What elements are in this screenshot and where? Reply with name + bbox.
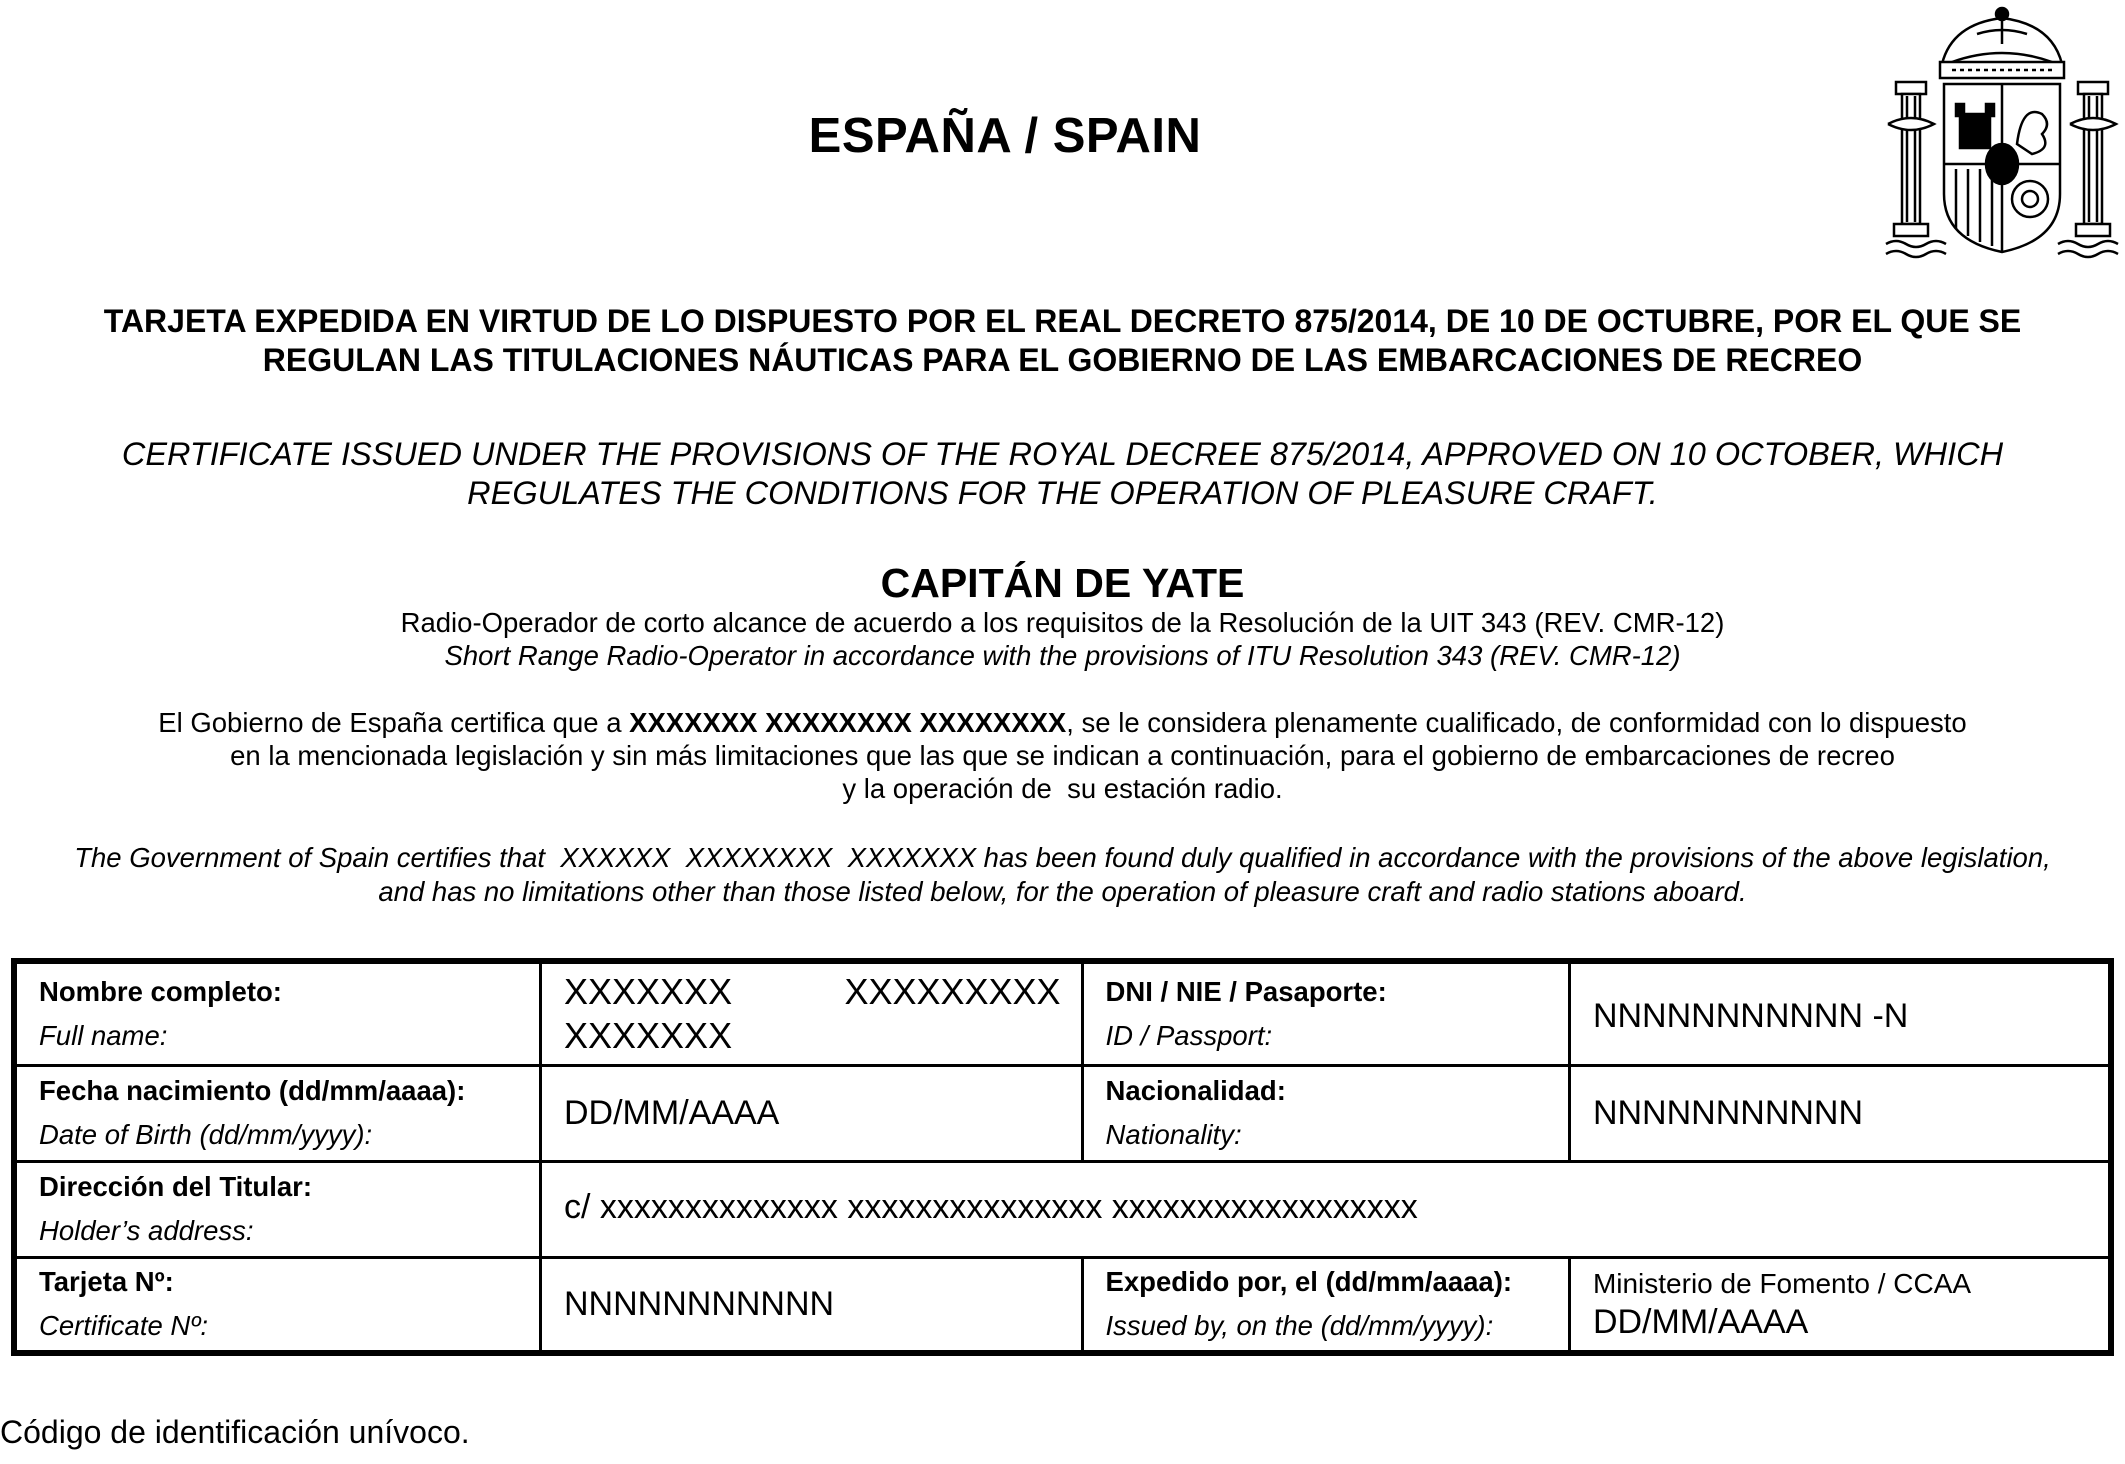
issuer-name: Ministerio de Fomento / CCAA (1592, 1268, 1972, 1300)
government-statement-english (0, 841, 2125, 909)
gov-es-line-2: en la mencionada legislación y sin más limitaciones que las que se indican a continuación, para el gobierno de embarcaciones de recreo (230, 740, 1895, 771)
decree-statement-english (40, 435, 2085, 513)
footnote: Código de identificación unívoco. (0, 1414, 470, 1450)
decree-es-line-2: REGULAN LAS TITULACIONES NÁUTICAS PARA EL GOBIERNO DE LAS EMBARCACIONES DE RECREO (262, 342, 1863, 378)
birth-date-label (14, 1065, 541, 1161)
issued-label-en: Issued by, on the (dd/mm/yyyy): (1105, 1310, 1494, 1342)
gov-en-line1-suffix: has been found duly qualified in accordance with the provisions of the above legislation, (976, 842, 2051, 873)
radio-operator-english: Short Range Radio-Operator in accordance with the provisions of ITU Resolution 343 (REV. CMR-12) (444, 640, 1681, 671)
nationality-label-es: Nacionalidad: (1105, 1075, 1286, 1106)
gov-es-prefix: El Gobierno de España certifica que a (158, 707, 630, 738)
address-label-es: Dirección del Titular: (39, 1171, 313, 1202)
full-name-value (541, 961, 1083, 1065)
table-row (14, 1257, 2111, 1353)
address-label (14, 1161, 541, 1257)
gov-es-line-1 (20, 706, 2105, 739)
gov-es-line-3: y la operación de su estación radio. (842, 773, 1283, 804)
card-number-value: NNNNNNNNNNN (541, 1257, 1083, 1353)
holder-details-table (11, 958, 2114, 1356)
table-row (14, 1065, 2111, 1161)
gov-en-line-1 (0, 841, 2125, 875)
address-label-en: Holder’s address: (39, 1215, 254, 1246)
decree-statement-spanish (40, 302, 2085, 380)
id-passport-value: NNNNNNNNNNN -N (1569, 961, 2111, 1065)
full-name-label-es: Nombre completo: (39, 975, 282, 1007)
full-name-label-en: Full name: (39, 1019, 168, 1051)
government-statement-spanish (20, 706, 2105, 805)
full-name-part-1: XXXXXXX (564, 970, 733, 1012)
table-row (14, 1161, 2111, 1257)
nationality-label-en: Nationality: (1105, 1119, 1242, 1150)
gov-en-prefix: The Government of Spain certifies that (74, 842, 553, 873)
radio-operator-spanish: Radio-Operador de corto alcance de acuerdo a los requisitos de la Resolución de la UIT 343 (REV. CMR-12) (400, 607, 1725, 638)
decree-en-line-2: REGULATES THE CONDITIONS FOR THE OPERATION OF PLEASURE CRAFT. (467, 475, 1658, 511)
birth-date-label-es: Fecha nacimiento (dd/mm/aaaa): (39, 1075, 466, 1106)
id-passport-label (1082, 961, 1569, 1065)
full-name-part-2: XXXXXXXXX (844, 970, 1061, 1012)
decree-es-line-1: TARJETA EXPEDIDA EN VIRTUD DE LO DISPUESTO POR EL REAL DECRETO 875/2014, DE 10 DE OCTUBRE, POR EL QUE SE (103, 303, 2022, 339)
country-title: ESPAÑA / SPAIN (808, 109, 1202, 163)
certificate-title: CAPITÁN DE YATE (880, 560, 1245, 606)
card-number-label-en: Certificate Nº: (39, 1310, 208, 1342)
coat-of-arms-emblem (1882, 4, 2122, 260)
card-number-label-es: Tarjeta Nº: (39, 1266, 174, 1298)
address-value: c/ xxxxxxxxxxxxxx xxxxxxxxxxxxxxx xxxxxxxxxxxxxxxxxx (541, 1161, 2112, 1257)
card-number-label (14, 1257, 541, 1353)
nationality-value: NNNNNNNNNNN (1569, 1065, 2111, 1161)
holder-name-es: XXXXXXX XXXXXXXX XXXXXXXX (629, 707, 1067, 738)
holder-name-en: XXXXXX XXXXXXXX XXXXXXX (552, 842, 977, 873)
issued-label-es: Expedido por, el (dd/mm/aaaa): (1105, 1266, 1513, 1298)
gov-es-line1-suffix: , se le considera plenamente cualificado, de conformidad con lo dispuesto (1066, 707, 1967, 738)
decree-en-line-1: CERTIFICATE ISSUED UNDER THE PROVISIONS OF THE ROYAL DECREE 875/2014, APPROVED ON 10 OCTOBER, WHICH (121, 436, 2004, 472)
id-passport-label-en: ID / Passport: (1105, 1019, 1273, 1051)
full-name-part-3: XXXXXXX (564, 1014, 733, 1056)
nationality-label (1082, 1065, 1569, 1161)
gov-en-line-2: and has no limitations other than those listed below, for the operation of pleasure craft and radio stations aboard. (378, 876, 1747, 907)
birth-date-label-en: Date of Birth (dd/mm/yyyy): (39, 1119, 373, 1150)
id-passport-label-es: DNI / NIE / Pasaporte: (1105, 975, 1387, 1007)
full-name-label (14, 961, 541, 1065)
issued-value (1569, 1257, 2111, 1353)
birth-date-value: DD/MM/AAAA (541, 1065, 1083, 1161)
table-row (14, 961, 2111, 1065)
issue-date: DD/MM/AAAA (1592, 1303, 1809, 1342)
issued-label (1082, 1257, 1569, 1353)
